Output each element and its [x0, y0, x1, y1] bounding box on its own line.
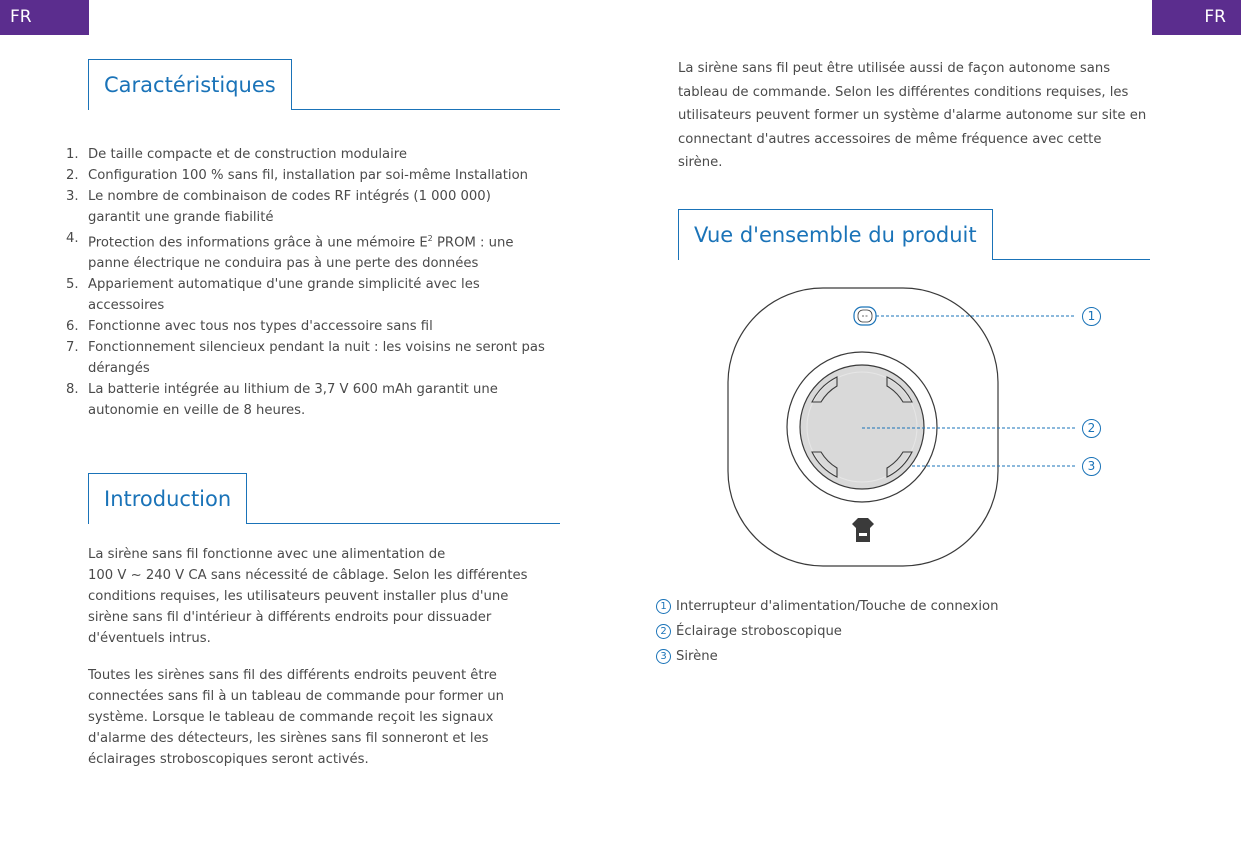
item-number: 7. [66, 340, 79, 356]
legend-marker: 1 [656, 599, 671, 614]
item-number: 5. [66, 277, 79, 293]
item-text: PROM : une panne électrique ne conduira pas à une perte des données [88, 235, 514, 272]
item-number: 8. [66, 382, 79, 398]
item-text: Fonctionne avec tous nos types d'accessoire sans fil [88, 319, 433, 335]
legend-marker: 2 [656, 624, 671, 639]
language-tab-right: FR [1152, 0, 1241, 35]
list-item [66, 337, 566, 379]
introduction-paragraph-1 [88, 544, 550, 649]
superscript: 2 [427, 234, 433, 243]
list-item [66, 379, 526, 421]
item-number: 6. [66, 319, 79, 335]
standalone-paragraph: La sirène sans fil peut être utilisée aussi de façon autonome sans tableau de commande. Selon les différentes conditions requises, les utilisateurs peuvent former un système d'alarme autonome sur site en connectant d'autres accessoires de même fréquence avec cette sirène. [678, 61, 1147, 170]
callout-marker-1: 1 [1082, 307, 1101, 326]
features-section-header [88, 59, 560, 110]
legend-item [656, 594, 998, 619]
introduction-text: 100 V ~ 240 V CA sans nécessité de câblage. Selon les différentes conditions requises, les utilisateurs peuvent installer plus d'une sirène sans fil d'intérieur à différents endroits pour dissuader d'éventuels intrus. [88, 568, 528, 646]
overview-title: Vue d'ensemble du produit [678, 209, 993, 260]
legend-label: Sirène [676, 649, 718, 664]
list-item [66, 228, 546, 274]
overview-legend [656, 594, 998, 669]
item-number: 3. [66, 189, 79, 204]
list-item [66, 144, 566, 165]
item-number: 4. [66, 231, 79, 246]
introduction-paragraph-2: Toutes les sirènes sans fil des différents endroits peuvent être connectées sans fil à un tableau de commande pour former un système. Lorsque le tableau de commande reçoit les signaux d'alarme des détecteurs, les sirènes sans fil sonneront et les éclairages stroboscopiques seront activés. [88, 668, 505, 767]
brand-logo-detail [859, 533, 867, 536]
item-number: 2. [66, 168, 79, 183]
introduction-section-header [88, 473, 560, 524]
item-number: 1. [66, 147, 79, 162]
item-text: De taille compacte et de construction modulaire [88, 147, 408, 162]
list-item [66, 316, 566, 337]
list-item [66, 165, 566, 186]
legend-label: Interrupteur d'alimentation/Touche de connexion [676, 599, 999, 614]
siren-speaker [800, 365, 924, 489]
item-text: La batterie intégrée au lithium de 3,7 V 600 mAh garantit une autonomie en veille de 8 heures. [88, 382, 498, 419]
callout-marker-2: 2 [1082, 419, 1101, 438]
overview-section-header [678, 209, 1150, 260]
callout-marker-3: 3 [1082, 457, 1101, 476]
item-text: Fonctionnement silencieux pendant la nuit : les voisins ne seront pas dérangés [88, 340, 545, 377]
item-text: Configuration 100 % sans fil, installation par soi-même Installation [88, 168, 529, 183]
introduction-title: Introduction [88, 473, 247, 524]
list-item [66, 274, 526, 316]
legend-marker: 3 [656, 649, 671, 664]
product-diagram [700, 280, 1120, 580]
introduction-line: La sirène sans fil fonctionne avec une alimentation de [88, 547, 446, 562]
features-title: Caractéristiques [88, 59, 292, 110]
language-tab-left: FR [0, 0, 89, 35]
legend-item [656, 644, 998, 669]
legend-label: Éclairage stroboscopique [676, 624, 842, 639]
features-list [66, 144, 566, 421]
item-text: Le nombre de combinaison de codes RF intégrés (1 000 000) garantit une grande fiabilité [88, 189, 491, 225]
item-text: Appariement automatique d'une grande simplicité avec les accessoires [88, 277, 480, 314]
legend-item [656, 619, 998, 644]
list-item [66, 186, 536, 228]
item-text: Protection des informations grâce à une mémoire E [88, 235, 428, 251]
